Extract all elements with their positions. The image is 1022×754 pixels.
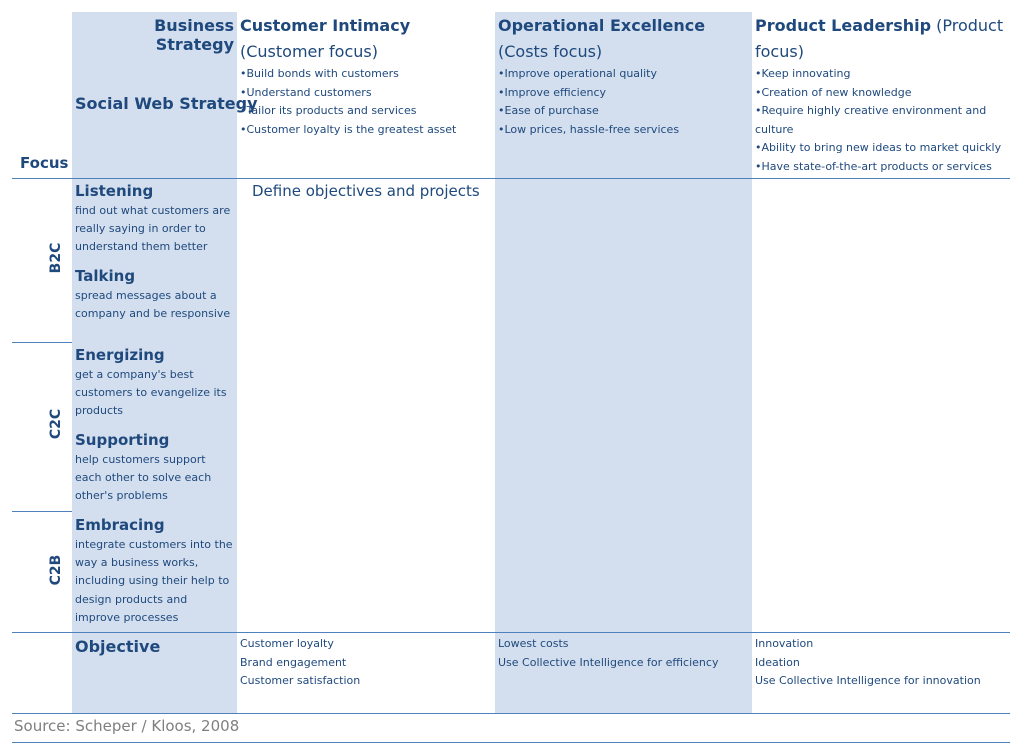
strategy-title: Talking [75,267,136,285]
product-leadership-objectives [755,635,981,691]
strategy-title: Embracing [75,516,165,534]
bullet-item: • Improve operational quality [498,65,748,84]
bullet-item: • Improve efficiency [498,84,748,103]
objective-rule [12,632,1010,633]
operational-excellence-objectives [498,635,718,672]
strategy-desc: get a company's best customers to evangelize its products [75,368,227,418]
bullet-item: • Have state-of-the-art products or services [755,158,1005,177]
bullet-item: • Keep innovating [755,65,1005,84]
strategy-desc: spread messages about a company and be responsive [75,289,231,321]
strategy-desc: integrate customers into the way a business works, including using their help to design products and improve processes [75,538,233,624]
objective-item: Lowest costs [498,637,569,650]
strategy-title: Supporting [75,431,170,449]
strategy-talking [75,267,235,323]
business-strategy-label: Business Strategy [154,16,234,54]
objective-item: Customer satisfaction [240,674,361,687]
group-label-b2c: B2C [48,242,64,274]
strategy-desc: find out what customers are really saying in order to understand them better [75,204,231,254]
column-title: Product Leadership [755,16,932,35]
source-caption: Source: Scheper / Kloos, 2008 [14,717,240,735]
strategy-listening [75,182,235,257]
strategy-title: Energizing [75,346,165,364]
b2c-c2c-rule [12,342,72,343]
product-leadership-bullets [755,65,1005,176]
strategy-supporting [75,431,235,506]
strategy-energizing [75,346,235,421]
group-label-c2b: C2B [48,554,64,586]
bullet-item: • Require highly creative environment and culture [755,102,1005,139]
c2c-c2b-rule [12,511,72,512]
column-title: Operational Excellence [498,16,706,35]
column-subtitle: (Customer focus) [240,42,378,61]
header-rule [12,178,1010,179]
bullet-item: • Ability to bring new ideas to market quickly [755,139,1005,158]
product-leadership-header [755,13,1005,176]
customer-intimacy-objectives [240,635,360,691]
bottom-rule [12,713,1010,714]
bullet-item: • Customer loyalty is the greatest asset [240,121,490,140]
source-rule [12,742,1010,743]
center-note: Define objectives and projects [252,182,480,200]
strategy-title: Listening [75,182,154,200]
bullet-item: • Understand customers [240,84,490,103]
objective-label: Objective [75,637,161,656]
bullet-item: • Tailor its products and services [240,102,490,121]
objective-item: Use Collective Intelligence for innovation [755,674,981,687]
column-subtitle: (Product focus) [755,16,1004,61]
bullet-item: • Build bonds with customers [240,65,490,84]
column-subtitle: (Costs focus) [498,42,603,61]
objective-item: Ideation [755,655,800,669]
bullet-item: • Creation of new knowledge [755,84,1005,103]
bullet-item: • Low prices, hassle-free services [498,121,748,140]
operational-excellence-bullets [498,65,748,139]
objective-item: Brand engagement [240,655,347,669]
objective-item: Customer loyalty [240,637,334,650]
focus-label: Focus [20,154,69,172]
group-label-c2c: C2C [48,408,64,440]
strategy-desc: help customers support each other to solve each other's problems [75,453,212,503]
objective-item: Use Collective Intelligence for efficiency [498,655,719,669]
social-web-strategy-label: Social Web Strategy [75,94,258,113]
objective-item: Innovation [755,637,814,650]
customer-intimacy-bullets [240,65,490,139]
bullet-item: • Ease of purchase [498,102,748,121]
strategy-embracing [75,516,235,627]
operational-excellence-header [498,13,748,139]
column-title: Customer Intimacy [240,16,411,35]
customer-intimacy-header [240,13,490,139]
